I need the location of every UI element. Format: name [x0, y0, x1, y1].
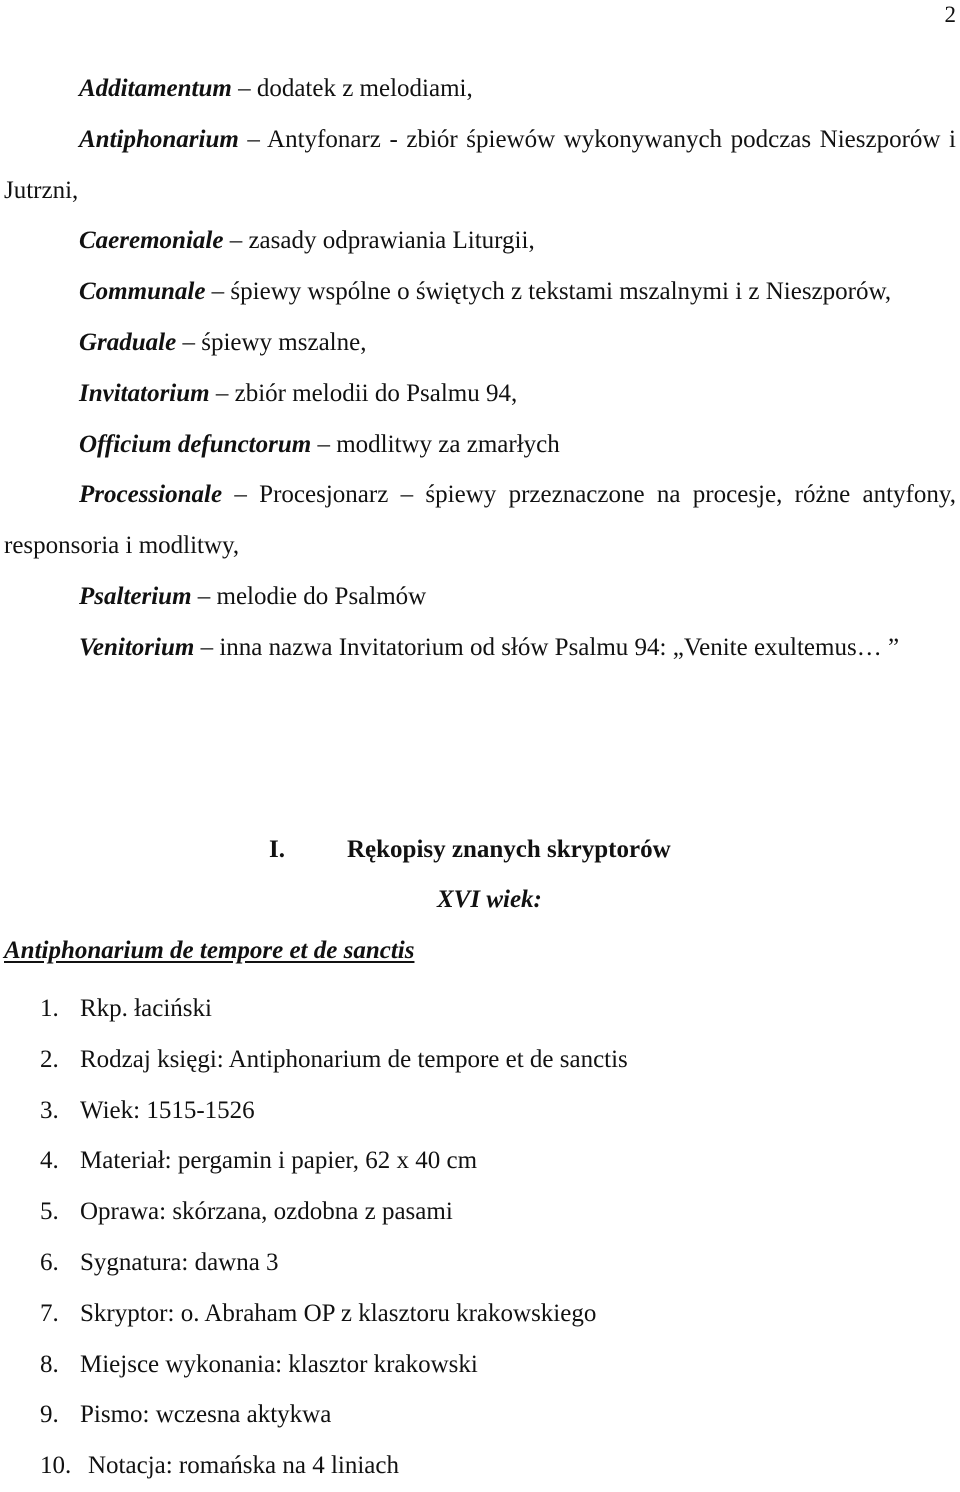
glossary-entry: [4, 267, 956, 318]
glossary-term: Communale: [79, 278, 206, 306]
glossary-term: Caeremoniale: [79, 227, 224, 255]
glossary-entry: [4, 318, 956, 369]
list-marker: 5.: [40, 1198, 59, 1226]
glossary-entry: [4, 420, 956, 471]
manuscript-title: Antiphonarium de tempore et de sanctis: [4, 937, 415, 964]
glossary: [4, 64, 956, 674]
glossary-definition: – śpiewy mszalne,: [176, 328, 367, 356]
glossary-definition: – melodie do Psalmów: [191, 582, 427, 610]
list-item-text: Pismo: wczesna aktykwa: [80, 1401, 332, 1429]
list-marker: 4.: [40, 1147, 59, 1175]
glossary-term: Officium defunctorum: [79, 430, 312, 458]
list-marker: 2.: [40, 1045, 59, 1073]
list-item-text: Oprawa: skórzana, ozdobna z pasami: [80, 1198, 453, 1226]
glossary-entry: [4, 623, 956, 674]
list-marker: 3.: [40, 1096, 59, 1124]
glossary-entry: [4, 115, 956, 217]
glossary-definition: – inna nazwa Invitatorium od słów Psalmu 94: „Venite exultemus… ”: [194, 633, 900, 661]
glossary-term: Processionale: [79, 481, 223, 509]
page-number: 2: [944, 2, 956, 27]
list-item-text: Rkp. łaciński: [80, 995, 212, 1022]
century-heading: XVI wiek:: [437, 886, 542, 913]
glossary-definition: – zbiór melodii do Psalmu 94,: [209, 379, 518, 407]
glossary-term: Invitatorium: [79, 379, 210, 407]
glossary-entry: [4, 369, 956, 420]
list-marker: 7.: [40, 1299, 59, 1327]
list-marker: 1.: [40, 995, 59, 1022]
glossary-entry: [4, 64, 956, 115]
section-title: Rękopisy znanych skryptorów: [347, 836, 671, 863]
section-number: I.: [269, 836, 285, 863]
list-marker: 6.: [40, 1248, 59, 1276]
glossary-definition: – zasady odprawiania Liturgii,: [223, 227, 535, 255]
list-item-text: Sygnatura: dawna 3: [80, 1248, 279, 1276]
glossary-entry: [4, 216, 956, 267]
glossary-definition: – Antyfonarz - zbiór śpiewów wykonywanych podczas Nieszporów i Jutrzni,: [4, 125, 956, 204]
list-marker: 8.: [40, 1350, 59, 1378]
glossary-term: Venitorium: [79, 633, 195, 661]
list-item-text: Miejsce wykonania: klasztor krakowski: [80, 1350, 478, 1378]
list-marker: 9.: [40, 1401, 59, 1429]
list-item-text: Wiek: 1515-1526: [80, 1096, 255, 1124]
list-item-text: Skryptor: o. Abraham OP z klasztoru krakowskiego: [80, 1299, 597, 1327]
list-item-text: Notacja: romańska na 4 liniach: [88, 1452, 399, 1480]
glossary-definition: – dodatek z melodiami,: [231, 75, 473, 102]
glossary-term: Antiphonarium: [79, 125, 239, 153]
glossary-definition: – modlitwy za zmarłych: [311, 430, 560, 458]
list-marker: 10.: [40, 1452, 72, 1480]
list-item-text: Rodzaj księgi: Antiphonarium de tempore et de sanctis: [80, 1045, 628, 1073]
glossary-definition: – śpiewy wspólne o świętych z tekstami mszalnymi i z Nieszporów,: [205, 278, 892, 306]
list-item-text: Materiał: pergamin i papier, 62 x 40 cm: [80, 1147, 478, 1175]
glossary-entry: [4, 470, 956, 572]
glossary-entry: [4, 572, 956, 623]
section-heading: [0, 826, 960, 876]
glossary-definition: – Procesjonarz – śpiewy przeznaczone na procesje, różne antyfony, responsoria i modlitwy,: [4, 481, 956, 560]
glossary-term: Graduale: [79, 328, 177, 356]
glossary-term: Psalterium: [79, 582, 192, 610]
glossary-term: Additamentum: [79, 75, 232, 102]
